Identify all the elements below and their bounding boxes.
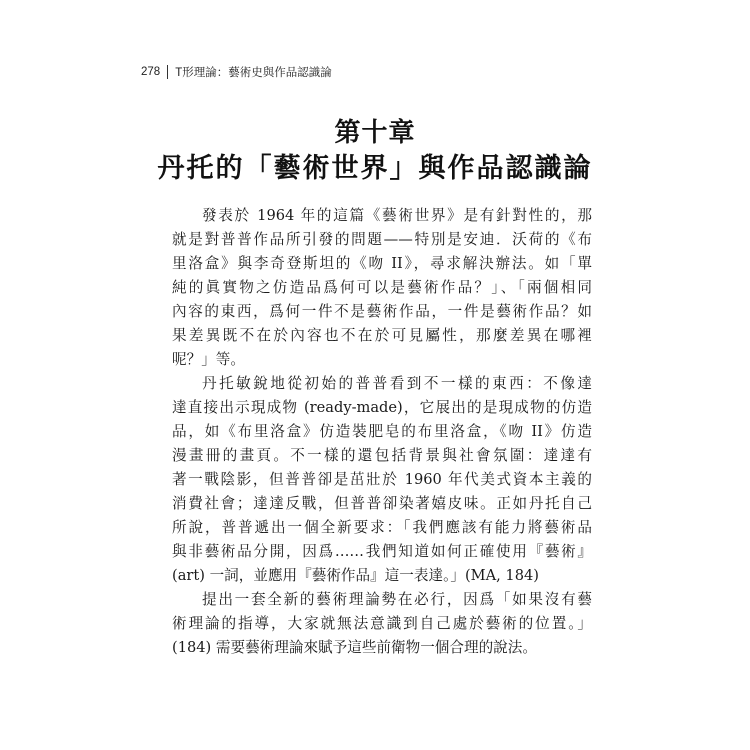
text-line: 著一戰陰影，但普普卻是茁壯於 1960 年代美式資本主義的 [172, 471, 592, 488]
body-text [172, 204, 592, 660]
paragraph [172, 372, 592, 588]
text-line: 發表於 1964 年的這篇《藝術世界》是有針對性的，那 [202, 207, 592, 224]
text-line: 純的眞實物之仿造品爲何可以是藝術作品？」、「兩個相同 [172, 279, 592, 296]
text-line: 達直接出示現成物 (ready-made)，它展出的是現成物的仿造 [172, 399, 592, 416]
text-line: 提出一套全新的藝術理論勢在必行，因爲「如果沒有藝 [202, 591, 592, 608]
text-line: 就是對普普作品所引發的問題——特別是安迪．沃荷的《布 [172, 231, 592, 248]
text-line: 里洛盒》與李奇登斯坦的《吻 II》，尋求解決辦法。如「單 [172, 255, 592, 272]
chapter-title: 丹托的「藝術世界」與作品認識論 [157, 153, 593, 184]
running-header [141, 63, 332, 81]
page-number: 278 [141, 66, 161, 78]
text-line: 術理論的指導，大家就無法意識到自己處於藝術的位置。」 [172, 615, 592, 632]
text-line: (184) 需要藝術理論來賦予這些前衛物一個合理的說法。 [172, 639, 537, 656]
text-line: 所說，普普遞出一個全新要求：「我們應該有能力將藝術品 [172, 519, 592, 536]
text-line: (art) 一詞，並應用『藝術作品』這一表達。」(MA, 184) [172, 567, 539, 584]
text-line: 呢？」等。 [172, 351, 245, 368]
text-line: 品，如《布里洛盒》仿造裝肥皂的布里洛盒，《吻 II》仿造 [172, 423, 592, 440]
book-title: T形理論：藝術史與作品認識論 [175, 67, 332, 79]
text-line: 消費社會；達達反戰，但普普卻染著嬉皮味。正如丹托自己 [172, 495, 592, 512]
chapter-number: 第十章 [334, 118, 416, 148]
paragraph [172, 204, 592, 372]
text-line: 漫畫冊的畫頁。不一樣的還包括背景與社會氛圍：達達有 [172, 447, 592, 464]
paragraph [172, 588, 592, 660]
header-divider [167, 65, 168, 79]
text-line: 果差異既不在於內容也不在於可見屬性，那麼差異在哪裡 [172, 327, 592, 344]
text-line: 丹托敏銳地從初始的普普看到不一樣的東西：不像達 [202, 375, 592, 392]
text-line: 內容的東西，爲何一件不是藝術作品，一件是藝術作品？如 [172, 303, 592, 320]
text-line: 與非藝術品分開，因爲……我們知道如何正確使用『藝術』 [172, 543, 592, 560]
